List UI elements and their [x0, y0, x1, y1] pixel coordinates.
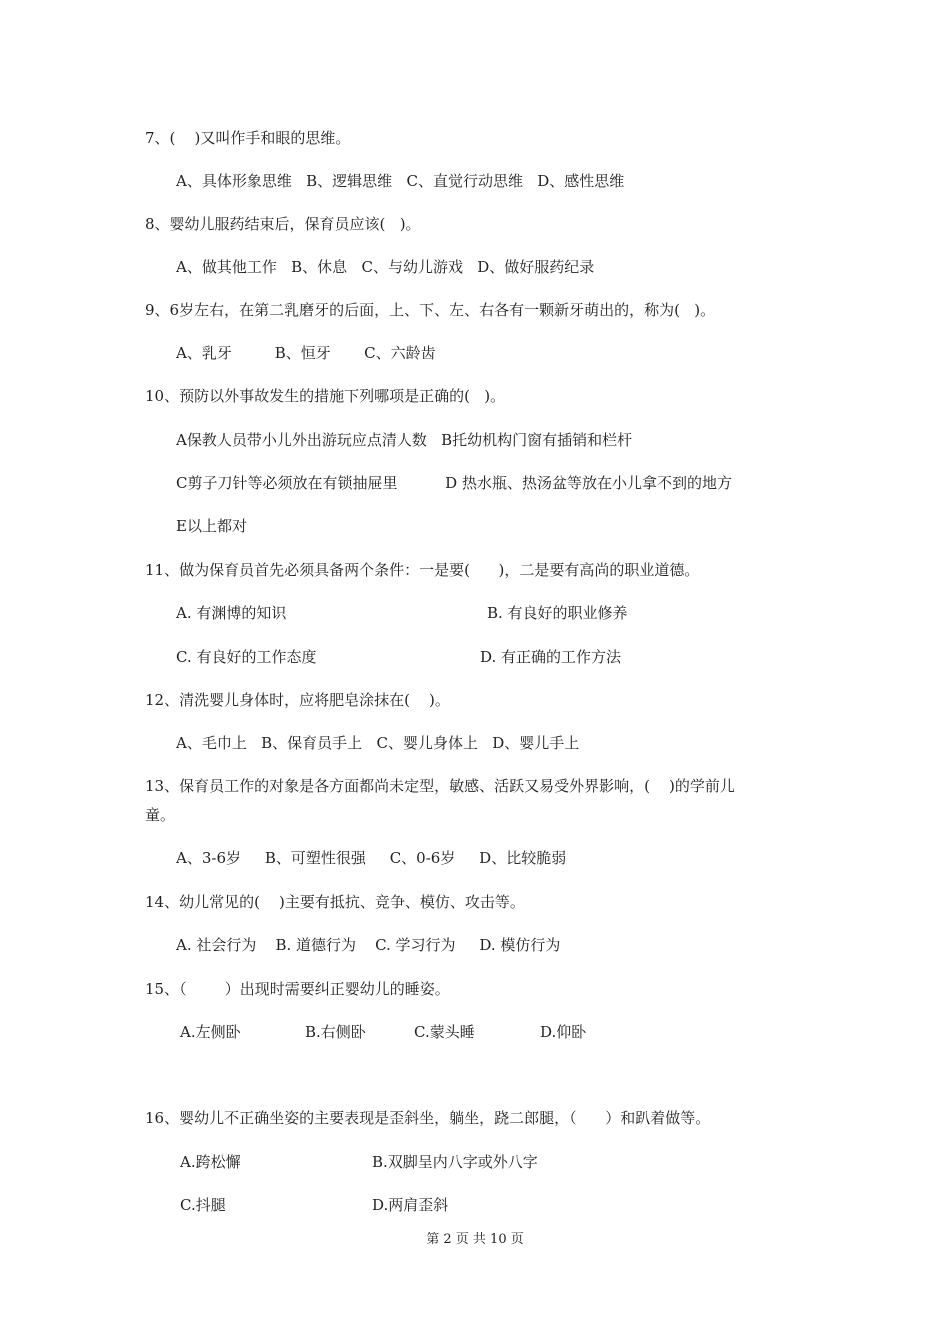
question-13-continuation: 童。 [145, 806, 176, 824]
question-7-options: A、具体形象思维 B、逻辑思维 C、直觉行动思维 D、感性思维 [176, 172, 625, 190]
question-8: 8、婴幼儿服药结束后，保育员应该( )。 [145, 215, 421, 233]
question-11-option-c: C. 有良好的工作态度 [176, 648, 317, 666]
question-12-options: A、毛巾上 B、保育员手上 C、婴儿身体上 D、婴儿手上 [176, 734, 580, 752]
question-11-option-a: A. 有渊博的知识 [176, 604, 287, 622]
question-16-option-a: A.跨松懈 [180, 1153, 241, 1171]
question-16-option-b: B.双脚呈内八字或外八字 [372, 1153, 538, 1171]
question-10: 10、预防以外事故发生的措施下列哪项是正确的( )。 [145, 387, 506, 405]
question-15-option-b: B.右侧卧 [305, 1023, 366, 1041]
question-16-option-d: D.两肩歪斜 [372, 1196, 449, 1214]
question-12: 12、清洗婴儿身体时，应将肥皂涂抹在( )。 [145, 691, 450, 709]
question-13: 13、保育员工作的对象是各方面都尚未定型，敏感、活跃又易受外界影响，( )的学前儿 [145, 777, 735, 795]
question-11-option-d: D. 有正确的工作方法 [480, 648, 622, 666]
question-15-option-a: A.左侧卧 [180, 1023, 241, 1041]
question-9: 9、6岁左右，在第二乳磨牙的后面，上、下、左、右各有一颗新牙萌出的，称为( )。 [145, 301, 716, 319]
question-11: 11、做为保育员首先必须具备两个条件：一是要( )，二是要有高尚的职业道德。 [145, 561, 700, 579]
question-10-option-e: E以上都对 [176, 517, 247, 535]
question-11-option-b: B. 有良好的职业修养 [487, 604, 628, 622]
page-footer: 第 2 页 共 10 页 [426, 1232, 524, 1247]
question-10-option-cd: C剪子刀针等必须放在有锁抽屉里 D 热水瓶、热汤盆等放在小儿拿不到的地方 [176, 474, 732, 492]
question-10-option-ab: A保教人员带小儿外出游玩应点清人数 B托幼机构门窗有插销和栏杆 [176, 431, 633, 449]
question-16: 16、婴幼儿不正确坐姿的主要表现是歪斜坐，躺坐，跷二郎腿，（ ）和趴着做等。 [145, 1109, 711, 1127]
question-15-option-c: C.蒙头睡 [414, 1023, 475, 1041]
question-16-option-c: C.抖腿 [180, 1196, 226, 1214]
question-8-options: A、做其他工作 B、休息 C、与幼儿游戏 D、做好服药纪录 [176, 258, 595, 276]
question-14: 14、幼儿常见的( )主要有抵抗、竞争、模仿、攻击等。 [145, 893, 525, 911]
question-7: 7、( )又叫作手和眼的思维。 [145, 129, 351, 147]
question-9-options: A、乳牙 B、恒牙 C、六龄齿 [176, 344, 436, 362]
question-14-options: A. 社会行为 B. 道德行为 C. 学习行为 D. 模仿行为 [176, 936, 561, 954]
question-13-options: A、3-6岁 B、可塑性很强 C、0-6岁 D、比较脆弱 [176, 849, 567, 867]
question-15-option-d: D.仰卧 [540, 1023, 587, 1041]
question-15: 15、（ ）出现时需要纠正婴幼儿的睡姿。 [145, 980, 450, 998]
